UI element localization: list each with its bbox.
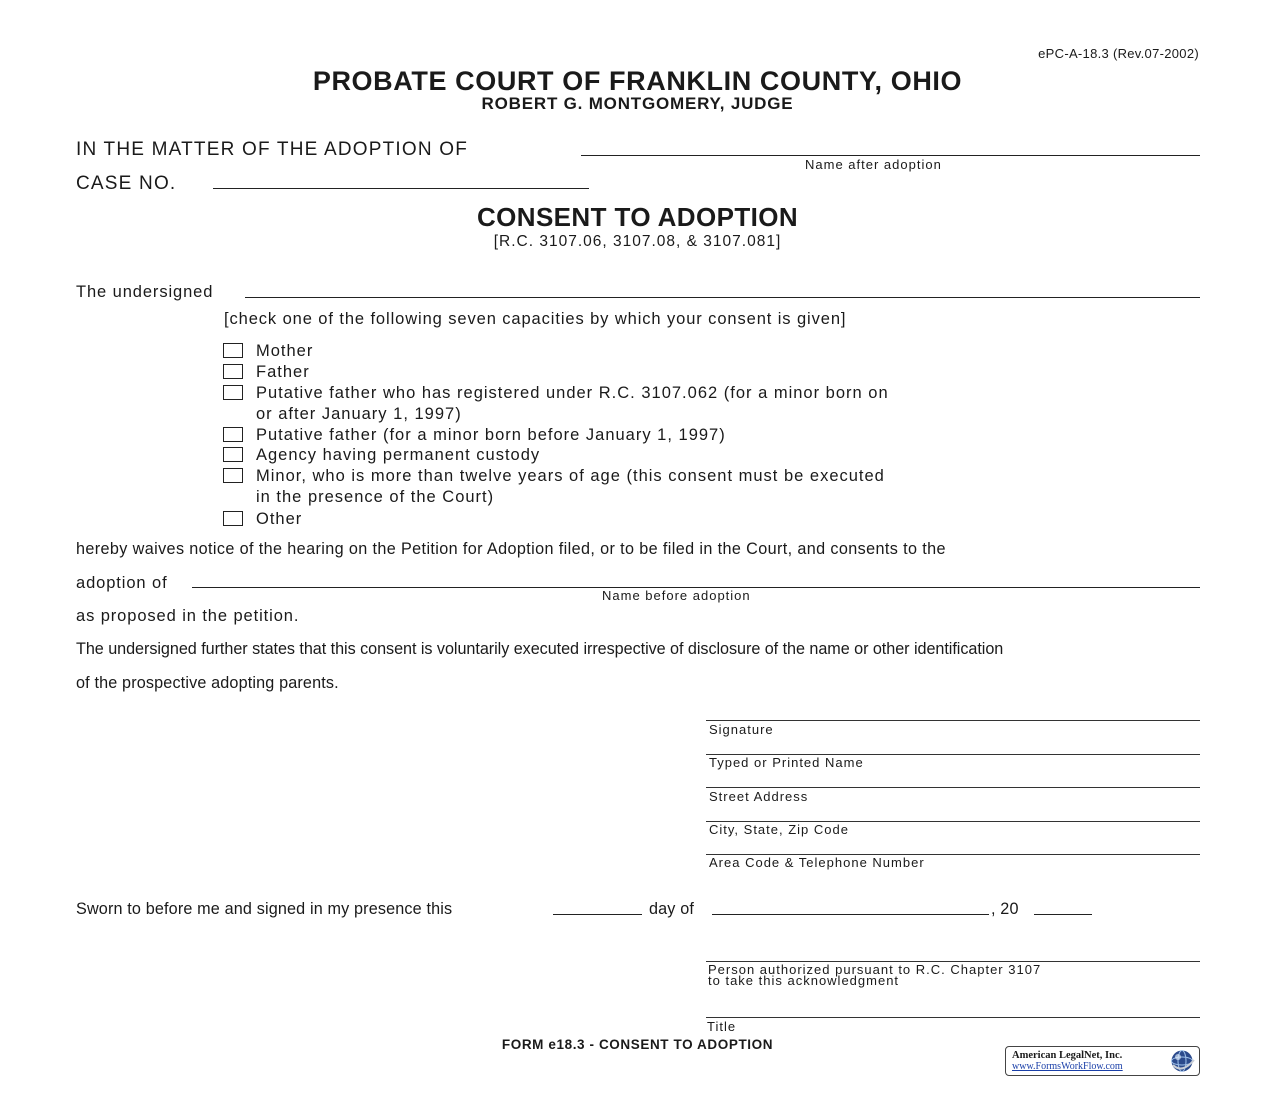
checkbox-other[interactable] (223, 511, 243, 526)
authorized-person-caption-line1: Person authorized pursuant to R.C. Chapter 3107 (708, 962, 1042, 977)
document-title: CONSENT TO ADOPTION (476, 202, 799, 232)
case-no-field[interactable] (213, 188, 589, 189)
option-putative-father-label: Putative father (for a minor born before January 1, 1997) (256, 426, 726, 444)
name-before-adoption-caption: Name before adoption (602, 588, 751, 603)
globe-icon (1167, 1048, 1197, 1074)
sworn-day-field[interactable] (553, 914, 642, 915)
telephone-caption: Area Code & Telephone Number (709, 855, 925, 870)
street-address-caption: Street Address (709, 789, 809, 804)
authorized-person-caption (708, 964, 1041, 986)
sworn-year-field[interactable] (1034, 914, 1092, 915)
checkbox-registered-putative-father[interactable] (223, 385, 243, 400)
proposed-text: as proposed in the petition. (76, 607, 300, 625)
option-other-label: Other (256, 510, 303, 528)
year-prefix: , 20 (991, 900, 1019, 918)
title-field[interactable] (706, 1017, 1200, 1018)
checkbox-mother[interactable] (223, 343, 243, 358)
option-minor-label: Minor, who is more than twelve years of age (this consent must be executed (256, 467, 885, 485)
name-after-adoption-field[interactable] (581, 155, 1200, 156)
capacity-instruction: [check one of the following seven capacities by which your consent is given] (224, 310, 847, 328)
sworn-text: Sworn to before me and signed in my presence this (76, 900, 453, 918)
logo-url-link[interactable]: www.FormsWorkFlow.com (1012, 1061, 1123, 1072)
court-title: PROBATE COURT OF FRANKLIN COUNTY, OHIO (312, 66, 963, 96)
waiver-text: hereby waives notice of the hearing on the Petition for Adoption filed, or to be filed in the Court, and consents to the (76, 540, 946, 558)
option-registered-putative-father-label-cont: or after January 1, 1997) (256, 405, 462, 423)
signature-caption: Signature (709, 722, 774, 737)
signature-field[interactable] (706, 720, 1200, 721)
undersigned-name-field[interactable] (245, 297, 1200, 298)
checkbox-minor[interactable] (223, 468, 243, 483)
checkbox-father[interactable] (223, 364, 243, 379)
further-statement-line1: The undersigned further states that this consent is voluntarily executed irrespective of disclosure of the name or other identification (76, 640, 1004, 658)
adoption-of-label: adoption of (76, 574, 168, 592)
option-mother-label: Mother (256, 342, 314, 360)
day-of-label: day of (649, 900, 694, 918)
option-minor-label-cont: in the presence of the Court) (256, 488, 495, 506)
american-legalnet-logo[interactable] (1005, 1046, 1200, 1076)
form-code: ePC-A-18.3 (Rev.07-2002) (1038, 46, 1199, 61)
sworn-month-field[interactable] (712, 914, 989, 915)
typed-name-caption: Typed or Printed Name (709, 755, 864, 770)
name-after-adoption-caption: Name after adoption (805, 157, 942, 172)
checkbox-agency[interactable] (223, 447, 243, 462)
adoption-matter-label: IN THE MATTER OF THE ADOPTION OF (76, 139, 469, 160)
city-state-zip-caption: City, State, Zip Code (709, 822, 849, 837)
further-statement-line2: of the prospective adopting parents. (76, 674, 339, 692)
checkbox-putative-father[interactable] (223, 427, 243, 442)
footer-form-title: FORM e18.3 - CONSENT TO ADOPTION (501, 1037, 774, 1052)
undersigned-label: The undersigned (76, 283, 214, 301)
option-registered-putative-father-label: Putative father who has registered under R.C. 3107.062 (for a minor born on (256, 384, 889, 402)
street-address-field[interactable] (706, 787, 1200, 788)
option-agency-label: Agency having permanent custody (256, 446, 541, 464)
authorized-person-caption-line2: to take this acknowledgment (708, 973, 900, 988)
judge-name: ROBERT G. MONTGOMERY, JUDGE (481, 94, 794, 113)
statute-reference: [R.C. 3107.06, 3107.08, & 3107.081] (493, 233, 782, 250)
title-caption: Title (707, 1019, 737, 1034)
option-father-label: Father (256, 363, 310, 381)
case-no-label: CASE NO. (76, 173, 177, 194)
logo-company-name: American LegalNet, Inc. (1012, 1050, 1123, 1061)
